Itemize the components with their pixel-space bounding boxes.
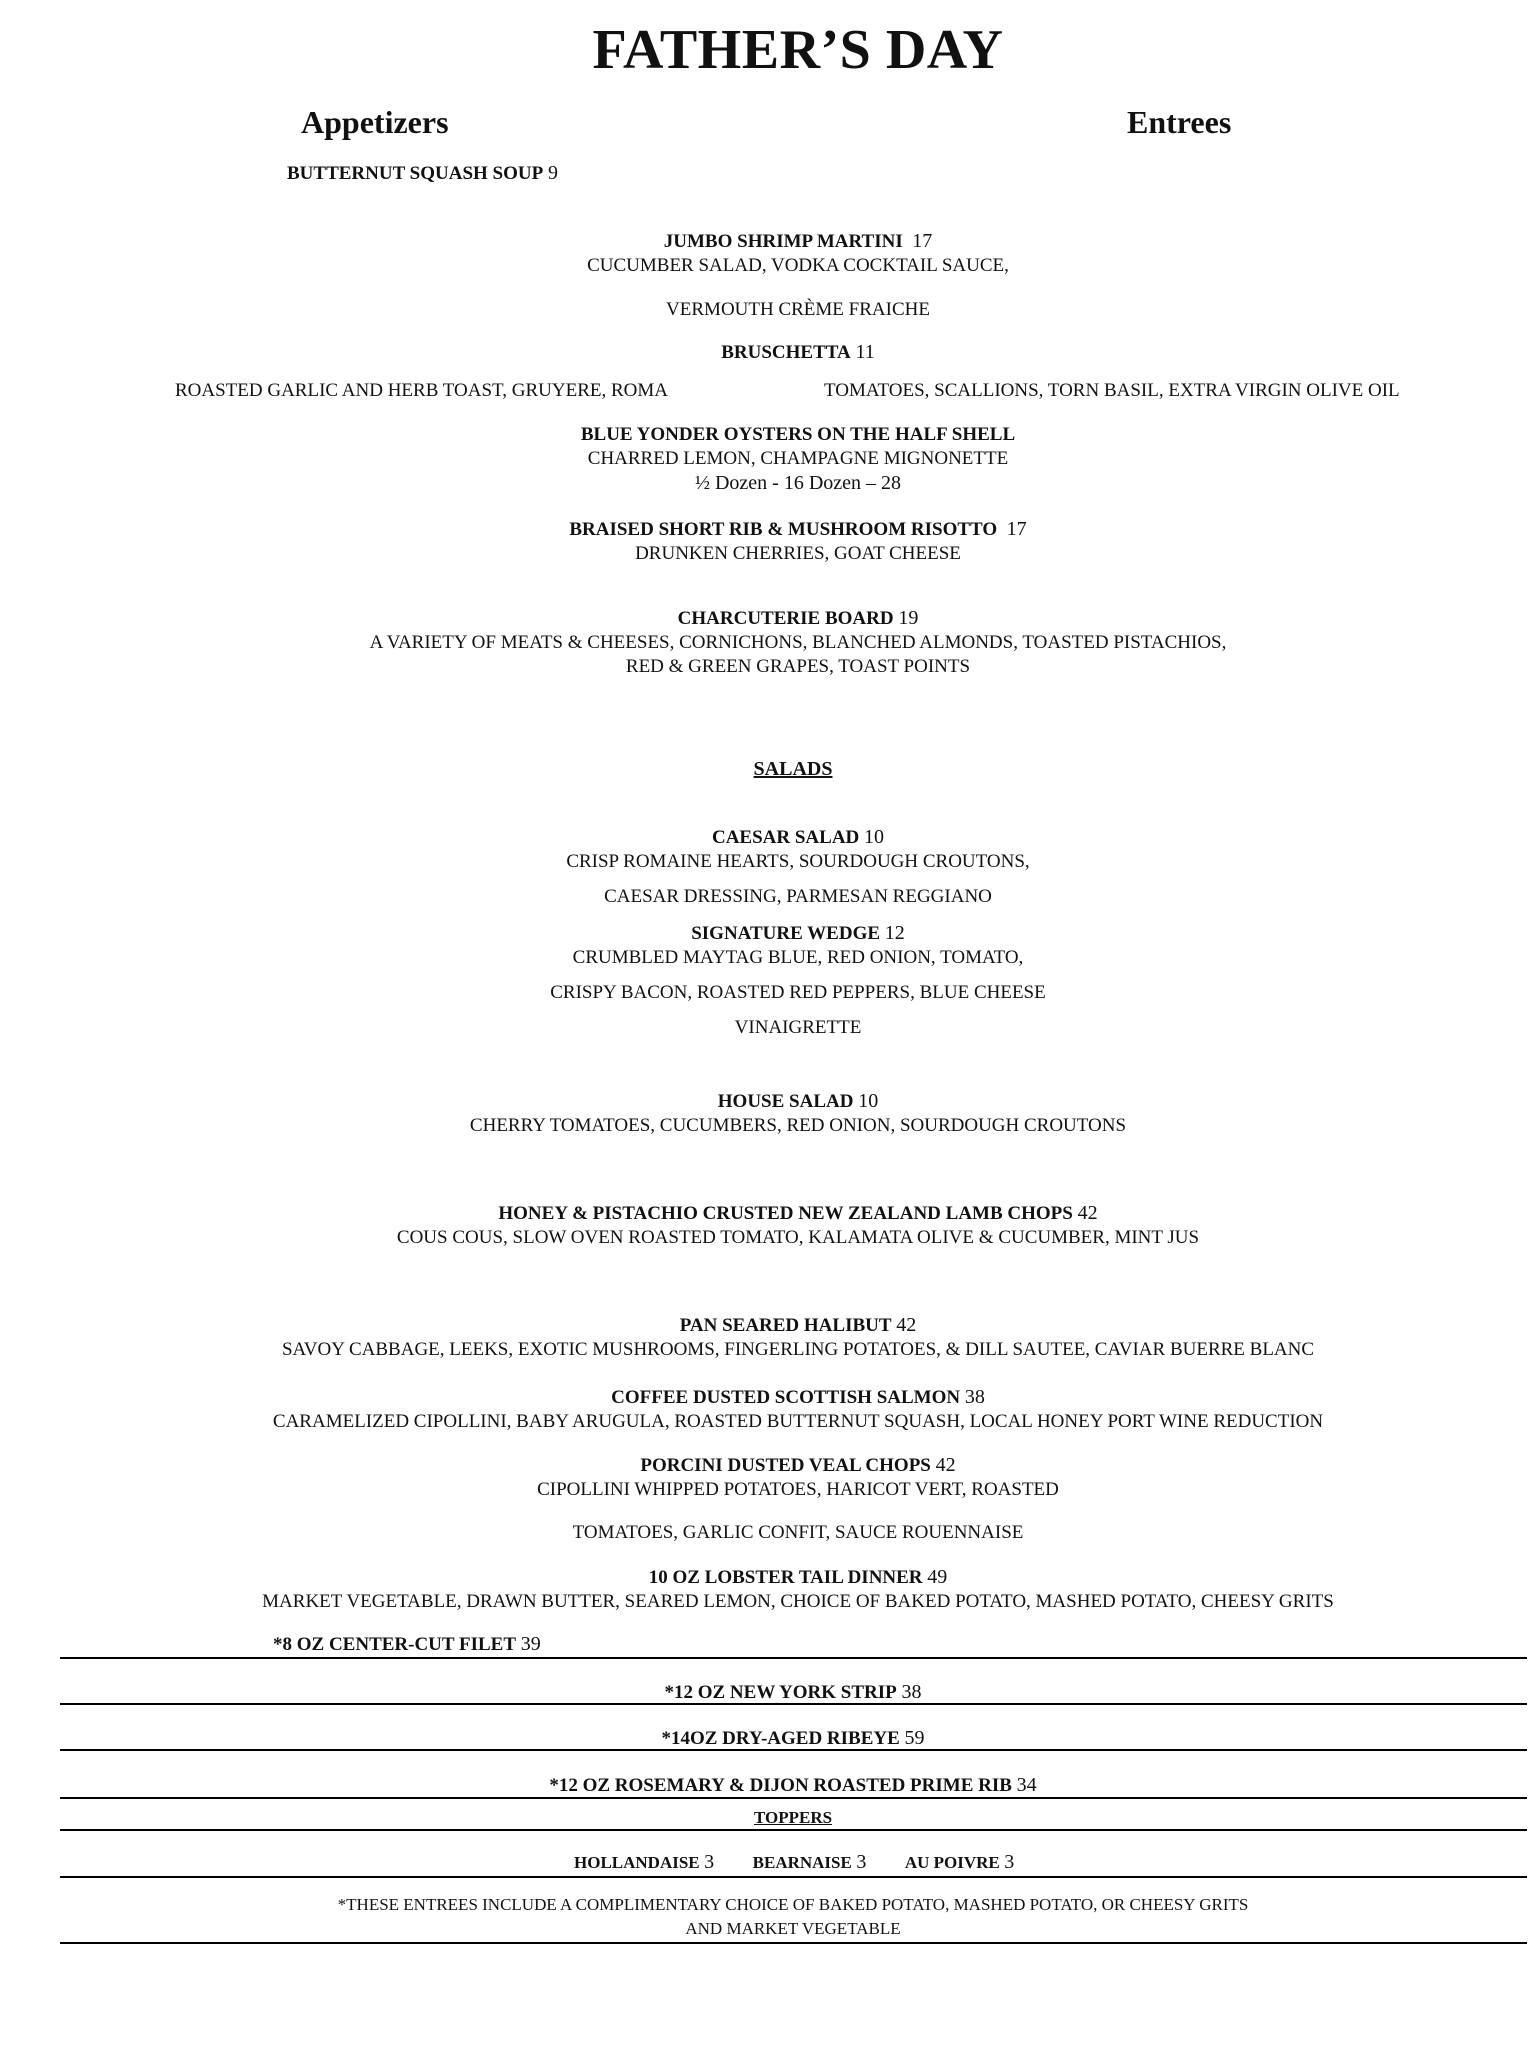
entree-note bbox=[0, 1893, 1536, 1941]
item-description: CUCUMBER SALAD, VODKA COCKTAIL SAUCE, bbox=[587, 255, 1009, 276]
item-price: 59 bbox=[904, 1727, 925, 1749]
item-price: 42 bbox=[935, 1454, 956, 1476]
item-price: 10 bbox=[864, 826, 885, 848]
menu-item-lamb-chops bbox=[0, 1201, 1536, 1250]
item-description: VERMOUTH CRÈME FRAICHE bbox=[666, 299, 930, 320]
topper-item: BEARNAISE 3 bbox=[752, 1851, 867, 1873]
item-description: SAVOY CABBAGE, LEEKS, EXOTIC MUSHROOMS, FINGERLING POTATOES, & DILL SAUTEE, CAVIAR BUERRE BLANC bbox=[281, 1339, 1315, 1360]
item-price: 10 bbox=[858, 1090, 879, 1112]
menu-item-house-salad bbox=[0, 1089, 1536, 1138]
toppers-heading: TOPPERS bbox=[753, 1808, 833, 1827]
item-name: BRUSCHETTA bbox=[721, 342, 851, 363]
item-name: *8 OZ CENTER-CUT FILET bbox=[273, 1634, 517, 1655]
item-description: DRUNKEN CHERRIES, GOAT CHEESE bbox=[635, 543, 961, 564]
item-price: 19 bbox=[898, 607, 919, 629]
menu-item-dry-aged-ribeye bbox=[0, 1726, 1536, 1751]
item-description: CIPOLLINI WHIPPED POTATOES, HARICOT VERT, ROASTED bbox=[537, 1479, 1059, 1500]
divider bbox=[60, 1829, 1527, 1831]
item-description: CHERRY TOMATOES, CUCUMBERS, RED ONION, SOURDOUGH CROUTONS bbox=[469, 1115, 1127, 1136]
item-name: COFFEE DUSTED SCOTTISH SALMON bbox=[611, 1387, 961, 1408]
item-name: SIGNATURE WEDGE bbox=[691, 923, 881, 944]
item-price: 9 bbox=[547, 162, 558, 184]
item-price: 49 bbox=[927, 1566, 948, 1588]
salads-heading: SALADS bbox=[753, 758, 833, 780]
item-name: *14OZ DRY-AGED RIBEYE bbox=[661, 1728, 900, 1749]
item-name: 10 OZ LOBSTER TAIL DINNER bbox=[648, 1567, 923, 1588]
item-description: A VARIETY OF MEATS & CHEESES, CORNICHONS, BLANCHED ALMONDS, TOASTED PISTACHIOS, bbox=[369, 632, 1227, 653]
item-name: CAESAR SALAD bbox=[711, 827, 860, 848]
appetizers-heading: Appetizers bbox=[301, 104, 449, 140]
entrees-heading: Entrees bbox=[1127, 104, 1232, 140]
item-price: 12 bbox=[884, 922, 905, 944]
menu-title: FATHER’S DAY bbox=[592, 19, 1004, 81]
item-description: CRISPY BACON, ROASTED RED PEPPERS, BLUE CHEESE bbox=[550, 982, 1046, 1003]
item-price: 34 bbox=[1016, 1774, 1037, 1796]
item-name: *12 OZ ROSEMARY & DIJON ROASTED PRIME RIB bbox=[549, 1775, 1012, 1796]
menu-item-veal-chops bbox=[0, 1453, 1536, 1545]
item-description: TOMATOES, GARLIC CONFIT, SAUCE ROUENNAISE bbox=[572, 1522, 1024, 1543]
item-description: VINAIGRETTE bbox=[734, 1017, 862, 1038]
menu-item-jumbo-shrimp-martini bbox=[0, 229, 1536, 322]
item-name: BRAISED SHORT RIB & MUSHROOM RISOTTO bbox=[569, 519, 998, 540]
item-price: 39 bbox=[520, 1633, 541, 1655]
item-pricing: ½ Dozen - 16 Dozen – 28 bbox=[694, 472, 902, 494]
item-description-right: TOMATOES, SCALLIONS, TORN BASIL, EXTRA VIRGIN OLIVE OIL bbox=[824, 380, 1400, 401]
item-description: CRISP ROMAINE HEARTS, SOURDOUGH CROUTONS, bbox=[566, 851, 1030, 872]
topper-item: AU POIVRE 3 bbox=[904, 1851, 1015, 1873]
divider bbox=[60, 1657, 1527, 1659]
item-name: HONEY & PISTACHIO CRUSTED NEW ZEALAND LAMB CHOPS bbox=[498, 1203, 1073, 1224]
menu-item-lobster-tail bbox=[0, 1565, 1536, 1614]
menu-item-pan-seared-halibut bbox=[0, 1313, 1536, 1362]
divider bbox=[60, 1797, 1527, 1799]
menu-item-signature-wedge bbox=[0, 921, 1536, 1040]
item-price: 38 bbox=[964, 1386, 985, 1408]
topper-item: HOLLANDAISE 3 bbox=[574, 1851, 715, 1873]
menu-item-short-rib-risotto bbox=[0, 517, 1536, 566]
item-price: 17 bbox=[912, 230, 933, 252]
toppers-list bbox=[574, 1851, 1048, 1874]
item-description: CAESAR DRESSING, PARMESAN REGGIANO bbox=[604, 886, 992, 907]
item-price: 42 bbox=[1077, 1202, 1098, 1224]
menu-item-charcuterie-board bbox=[0, 606, 1536, 679]
menu-item-butternut-squash-soup bbox=[287, 162, 558, 185]
item-description-left: ROASTED GARLIC AND HERB TOAST, GRUYERE, ROMA bbox=[175, 380, 668, 401]
item-description: RED & GREEN GRAPES, TOAST POINTS bbox=[625, 656, 971, 677]
divider bbox=[60, 1703, 1527, 1705]
menu-item-center-cut-filet bbox=[273, 1633, 541, 1656]
menu-item-blue-yonder-oysters bbox=[0, 423, 1536, 495]
item-price: 38 bbox=[901, 1681, 922, 1703]
menu-item-new-york-strip bbox=[0, 1680, 1536, 1705]
item-description: CRUMBLED MAYTAG BLUE, RED ONION, TOMATO, bbox=[572, 947, 1024, 968]
menu-item-caesar-salad bbox=[0, 825, 1536, 909]
item-name: JUMBO SHRIMP MARTINI bbox=[663, 231, 903, 252]
item-price: 42 bbox=[896, 1314, 917, 1336]
item-name: HOUSE SALAD bbox=[717, 1091, 854, 1112]
item-name: BUTTERNUT SQUASH SOUP bbox=[287, 163, 544, 184]
note-line: AND MARKET VEGETABLE bbox=[685, 1919, 901, 1938]
divider bbox=[60, 1749, 1527, 1751]
item-description: CARAMELIZED CIPOLLINI, BABY ARUGULA, ROASTED BUTTERNUT SQUASH, LOCAL HONEY PORT WINE REDUCTION bbox=[272, 1411, 1324, 1432]
item-description: CHARRED LEMON, CHAMPAGNE MIGNONETTE bbox=[587, 448, 1009, 469]
menu-item-scottish-salmon bbox=[0, 1385, 1536, 1434]
item-price: 11 bbox=[855, 341, 875, 363]
item-name: PORCINI DUSTED VEAL CHOPS bbox=[640, 1455, 931, 1476]
divider bbox=[60, 1942, 1527, 1944]
divider bbox=[60, 1876, 1527, 1878]
item-description: COUS COUS, SLOW OVEN ROASTED TOMATO, KALAMATA OLIVE & CUCUMBER, MINT JUS bbox=[396, 1227, 1200, 1248]
item-name: CHARCUTERIE BOARD bbox=[677, 608, 894, 629]
menu-item-bruschetta bbox=[0, 340, 1536, 365]
item-name: PAN SEARED HALIBUT bbox=[679, 1315, 892, 1336]
item-price: 17 bbox=[1006, 518, 1027, 540]
item-name: BLUE YONDER OYSTERS ON THE HALF SHELL bbox=[580, 424, 1016, 445]
item-name: *12 OZ NEW YORK STRIP bbox=[664, 1682, 897, 1703]
note-line: *THESE ENTREES INCLUDE A COMPLIMENTARY CHOICE OF BAKED POTATO, MASHED POTATO, OR CHEESY GRITS bbox=[337, 1895, 1249, 1914]
item-description: MARKET VEGETABLE, DRAWN BUTTER, SEARED LEMON, CHOICE OF BAKED POTATO, MASHED POTATO, CHEESY GRITS bbox=[262, 1591, 1334, 1612]
menu-item-prime-rib bbox=[0, 1773, 1536, 1798]
